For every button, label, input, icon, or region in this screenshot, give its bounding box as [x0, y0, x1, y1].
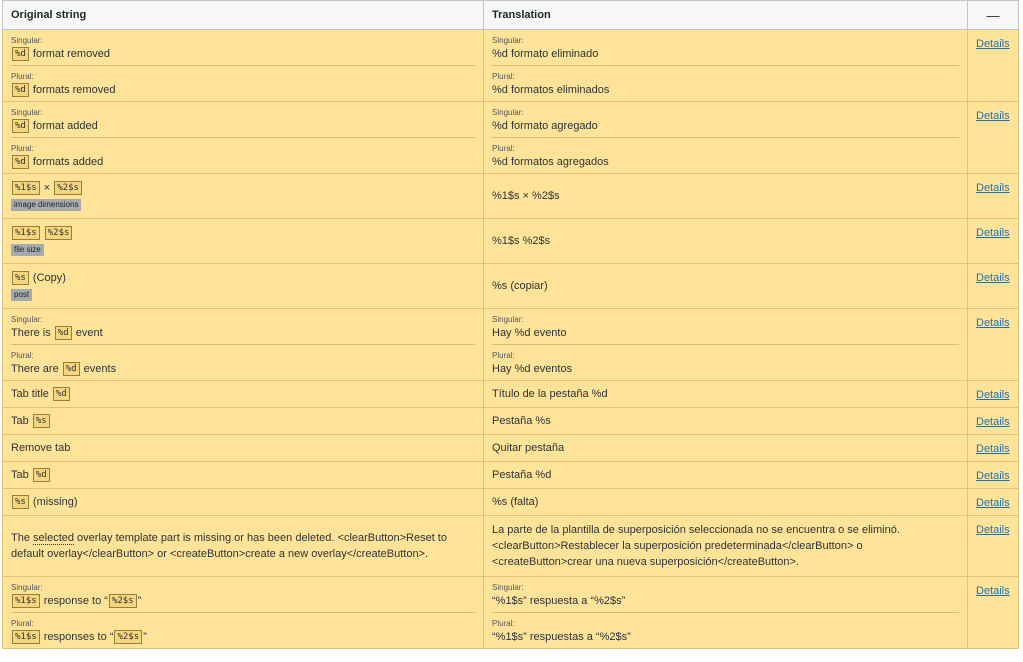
column-header-original: Original string: [3, 1, 484, 30]
plural-label: Plural:: [11, 619, 34, 628]
column-header-actions[interactable]: —: [968, 1, 1019, 30]
placeholder: %s: [12, 495, 29, 509]
singular-label: Singular:: [11, 583, 43, 592]
table-row: [3, 102, 1019, 174]
original-singular: response to “: [43, 595, 108, 607]
placeholder: %1$s: [12, 226, 40, 240]
details-link[interactable]: Details: [976, 443, 1010, 455]
highlighted-word: selected: [33, 532, 74, 544]
actions-cell: [968, 408, 1019, 435]
original-plural-end: ”: [143, 631, 147, 643]
translation-table-container: [2, 0, 1021, 662]
table-row: [3, 381, 1019, 408]
singular-block: [11, 309, 475, 344]
translation-cell: Título de la pestaña %d: [484, 381, 968, 408]
actions-cell: [968, 381, 1019, 408]
column-header-translation: Translation: [484, 1, 968, 30]
original-singular-prefix: There is: [11, 327, 51, 339]
translation-singular: %d formato agregado: [492, 120, 598, 132]
placeholder: %1$s: [12, 181, 40, 195]
context-badge: post: [11, 289, 32, 301]
table-row: [3, 408, 1019, 435]
plural-label: Plural:: [492, 619, 515, 628]
placeholder: %1$s: [12, 630, 40, 644]
original-text: Tab: [11, 415, 29, 427]
actions-cell: [968, 462, 1019, 489]
details-link[interactable]: Details: [976, 470, 1010, 482]
table-row: [3, 30, 1019, 102]
details-link[interactable]: Details: [976, 272, 1010, 284]
details-link[interactable]: Details: [976, 416, 1010, 428]
placeholder: %s: [33, 414, 50, 428]
original-plural: events: [83, 363, 117, 375]
placeholder: %s: [12, 271, 29, 285]
translation-plural: %d formatos agregados: [492, 156, 609, 168]
details-link[interactable]: Details: [976, 38, 1010, 50]
table-row: [3, 174, 1019, 219]
original-text-rest: overlay template part is missing or has been deleted. <clearButton>Reset to default overlay</clearButton> or <createButton>create a new overlay</createButton>.: [11, 532, 447, 560]
plural-block: [492, 137, 959, 173]
original-text: Tab: [11, 469, 29, 481]
translation-cell: %s (falta): [484, 489, 968, 516]
singular-label: Singular:: [11, 315, 43, 324]
placeholder: %2$s: [109, 594, 137, 608]
plural-block: [492, 344, 959, 380]
original-text: Tab title: [11, 388, 49, 400]
original-plural: formats removed: [32, 84, 116, 96]
table-row: [3, 309, 1019, 381]
original-plural-prefix: There are: [11, 363, 59, 375]
table-row: [3, 435, 1019, 462]
translation-cell: Quitar pestaña: [484, 435, 968, 462]
placeholder: %d: [12, 47, 29, 61]
plural-block: [11, 612, 475, 648]
singular-label: Singular:: [11, 36, 43, 45]
singular-label: Singular:: [492, 315, 524, 324]
original-cell: [3, 102, 484, 174]
actions-cell: [968, 219, 1019, 264]
placeholder: %d: [53, 387, 70, 401]
translation-cell: %1$s %2$s: [484, 219, 968, 264]
original-cell: [3, 381, 484, 408]
original-singular: event: [75, 327, 103, 339]
original-singular-end: ”: [137, 595, 142, 607]
placeholder: %d: [12, 155, 29, 169]
singular-label: Singular:: [11, 108, 43, 117]
actions-cell: [968, 489, 1019, 516]
details-link[interactable]: Details: [976, 524, 1010, 536]
placeholder: %2$s: [114, 630, 142, 644]
placeholder: %d: [12, 119, 29, 133]
singular-block: [492, 309, 959, 344]
placeholder: %d: [55, 326, 72, 340]
actions-cell: [968, 516, 1019, 577]
actions-cell: [968, 102, 1019, 174]
table-row: [3, 489, 1019, 516]
original-cell: [3, 577, 484, 649]
placeholder: %d: [12, 83, 29, 97]
original-plural: formats added: [32, 156, 104, 168]
plural-block: [11, 137, 475, 173]
actions-cell: [968, 30, 1019, 102]
original-cell: [3, 219, 484, 264]
original-cell: [3, 264, 484, 309]
original-cell: [3, 516, 484, 577]
original-cell: [3, 30, 484, 102]
actions-cell: [968, 309, 1019, 381]
translation-plural: “%1$s” respuestas a “%2$s”: [492, 631, 631, 643]
singular-block: [11, 577, 475, 612]
original-cell: [3, 174, 484, 219]
original-cell: [3, 489, 484, 516]
actions-cell: [968, 264, 1019, 309]
translation-cell: Pestaña %d: [484, 462, 968, 489]
singular-block: [492, 577, 959, 612]
actions-cell: [968, 174, 1019, 219]
context-badge: image dimensions: [11, 199, 81, 211]
plural-label: Plural:: [492, 351, 515, 360]
original-cell: [3, 462, 484, 489]
translation-singular: %d formato eliminado: [492, 48, 599, 60]
singular-label: Singular:: [492, 108, 524, 117]
translation-cell: Pestaña %s: [484, 408, 968, 435]
singular-block: [492, 30, 959, 65]
details-link[interactable]: Details: [976, 585, 1010, 597]
table-row: [3, 577, 1019, 649]
translation-singular: “%1$s” respuesta a “%2$s”: [492, 595, 626, 607]
placeholder: %2$s: [54, 181, 82, 195]
placeholder: %2$s: [45, 226, 73, 240]
translation-cell: %s (copiar): [484, 264, 968, 309]
details-link[interactable]: Details: [976, 110, 1010, 122]
original-text: The: [11, 532, 34, 544]
details-link[interactable]: Details: [976, 389, 1010, 401]
context-badge: file size: [11, 244, 44, 256]
original-singular: format added: [32, 120, 98, 132]
plural-block: [11, 65, 475, 101]
original-cell: [3, 408, 484, 435]
details-link[interactable]: Details: [976, 227, 1010, 239]
placeholder: %d: [33, 468, 50, 482]
plural-label: Plural:: [11, 351, 34, 360]
details-link[interactable]: Details: [976, 497, 1010, 509]
table-row: [3, 462, 1019, 489]
plural-label: Plural:: [11, 144, 34, 153]
details-link[interactable]: Details: [976, 317, 1010, 329]
table-row: [3, 264, 1019, 309]
translation-singular: Hay %d evento: [492, 327, 567, 339]
translation-cell: %1$s × %2$s: [484, 174, 968, 219]
original-text: (Copy): [32, 272, 66, 284]
plural-label: Plural:: [11, 72, 34, 81]
separator-text: ×: [43, 182, 51, 194]
original-plural: responses to “: [43, 631, 114, 643]
plural-block: [492, 65, 959, 101]
original-text: (missing): [32, 496, 78, 508]
translation-plural: %d formatos eliminados: [492, 84, 610, 96]
singular-block: [11, 102, 475, 137]
original-singular: format removed: [32, 48, 110, 60]
translation-cell: [484, 309, 968, 381]
translation-cell: La parte de la plantilla de superposición seleccionada no se encuentra o se eliminó. <clearButton>Restablecer la superposición predeterminada</clearButton> o <createButton>crear una nueva superposición</createButton>.: [484, 516, 968, 577]
translation-table: [2, 0, 1019, 649]
singular-label: Singular:: [492, 583, 524, 592]
actions-cell: [968, 435, 1019, 462]
singular-block: [11, 30, 475, 65]
details-link[interactable]: Details: [976, 182, 1010, 194]
translation-cell: [484, 102, 968, 174]
original-cell: Remove tab: [3, 435, 484, 462]
table-row: [3, 219, 1019, 264]
translation-cell: [484, 577, 968, 649]
plural-label: Plural:: [492, 144, 515, 153]
original-cell: [3, 309, 484, 381]
plural-block: [11, 344, 475, 380]
translation-plural: Hay %d eventos: [492, 363, 573, 375]
plural-label: Plural:: [492, 72, 515, 81]
singular-label: Singular:: [492, 36, 524, 45]
table-header-row: [3, 1, 1019, 30]
singular-block: [492, 102, 959, 137]
table-row: [3, 516, 1019, 577]
placeholder: %d: [63, 362, 80, 376]
plural-block: [492, 612, 959, 648]
placeholder: %1$s: [12, 594, 40, 608]
translation-cell: [484, 30, 968, 102]
actions-cell: [968, 577, 1019, 649]
